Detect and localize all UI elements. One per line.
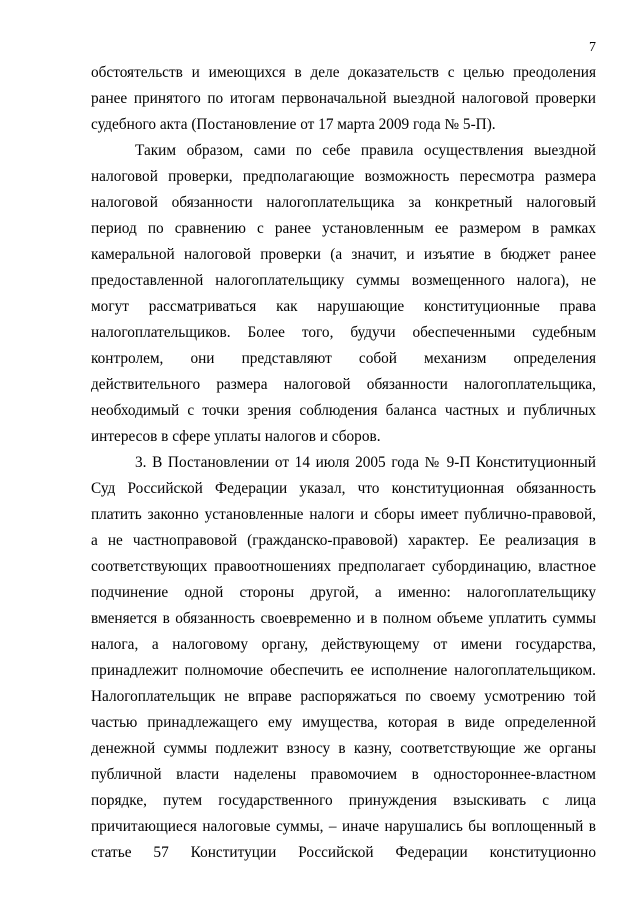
text-line: подчинение одной стороны другой, а именно: налогоплательщику: [91, 584, 596, 601]
text-line: контролем, они представляют собой механизм определения: [91, 350, 596, 367]
text-line: судебного акта (Постановление от 17 марта 2009 года № 5-П).: [91, 116, 496, 133]
text-line: вменяется в обязанность своевременно и в полном объеме уплатить суммы: [91, 610, 596, 627]
paragraph-first-line: 3. В Постановлении от 14 июля 2005 года № 9-П Конституционный: [135, 454, 596, 471]
text-line: действительного размера налоговой обязанности налогоплательщика,: [91, 376, 596, 393]
text-line: порядке, путем государственного принуждения взыскивать с лица: [91, 792, 596, 809]
text-line: Налогоплательщик не вправе распоряжаться по своему усмотрению той: [91, 688, 596, 705]
text-line: камеральной налоговой проверки (а значит, и изъятие в бюджет ранее: [91, 246, 596, 263]
text-line: интересов в сфере уплаты налогов и сборов.: [91, 428, 381, 445]
text-line: частью принадлежащего ему имущества, которая в виде определенной: [91, 714, 596, 731]
text-line: денежной суммы подлежит взносу в казну, соответствующие же органы: [91, 740, 596, 757]
paragraph-first-line: Таким образом, сами по себе правила осуществления выездной: [135, 142, 596, 159]
text-line: Суд Российской Федерации указал, что конституционная обязанность: [91, 480, 596, 497]
text-line: принадлежит полномочие обеспечить ее исполнение налогоплательщиком.: [91, 662, 596, 679]
text-line: налоговой обязанности налогоплательщика за конкретный налоговый: [91, 194, 596, 211]
text-line: ранее принятого по итогам первоначальной выездной налоговой проверки: [91, 90, 596, 107]
text-line: платить законно установленные налоги и сборы имеет публично-правовой,: [91, 506, 596, 523]
text-line: соответствующих правоотношениях предполагает субординацию, властное: [91, 558, 596, 575]
text-line: публичной власти наделены правомочием в одностороннее-властном: [91, 766, 596, 783]
text-line: статье 57 Конституции Российской Федерации конституционно: [91, 844, 596, 861]
text-line: а не частноправовой (гражданско-правовой) характер. Ее реализация в: [91, 532, 596, 549]
text-line: обстоятельств и имеющихся в деле доказательств с целью преодоления: [91, 64, 596, 81]
text-line: период по сравнению с ранее установленным ее размером в рамках: [91, 220, 596, 237]
text-line: налоговой проверки, предполагающие возможность пересмотра размера: [91, 168, 596, 185]
text-line: налогоплательщиков. Более того, будучи обеспеченными судебным: [91, 324, 596, 341]
text-line: необходимый с точки зрения соблюдения баланса частных и публичных: [91, 402, 596, 419]
page-number: 7: [589, 40, 596, 55]
body-text: [91, 60, 596, 866]
text-line: причитающиеся налоговые суммы, – иначе нарушались бы воплощенный в: [91, 818, 596, 835]
text-line: налога, а налоговому органу, действующему от имени государства,: [91, 636, 596, 653]
text-line: могут рассматриваться как нарушающие конституционные права: [91, 298, 596, 315]
text-line: предоставленной налогоплательщику суммы возмещенного налога), не: [91, 272, 596, 289]
